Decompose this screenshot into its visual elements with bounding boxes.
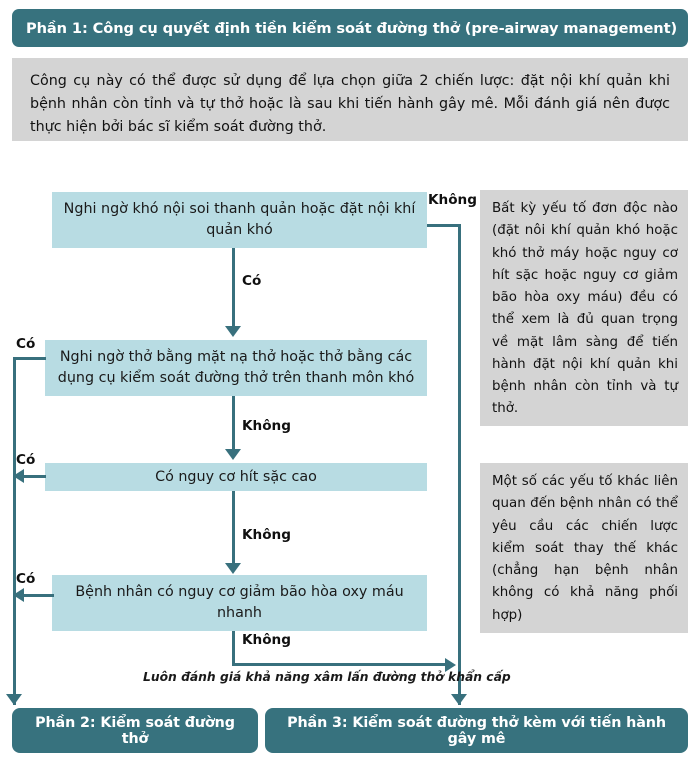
connector-box4-to-right-rail: [232, 663, 447, 666]
footer-bar-label: Phần 2: Kiểm soát đường thở: [35, 714, 235, 747]
arrowhead-box1-to-box2: [225, 326, 241, 337]
arrowhead-box3-to-box4: [225, 563, 241, 574]
flowchart-footnote: Luôn đánh giá khả năng xâm lấn đường thở khẩn cấp: [143, 670, 511, 684]
connector-box2-to-left-rail: [13, 357, 46, 360]
connector-box3-to-left-rail: [22, 475, 46, 478]
edge-label-co-box2: Có: [16, 336, 36, 352]
arrowhead-box4-to-left-rail: [13, 588, 24, 602]
decision-box-label: Bệnh nhân có nguy cơ giảm bão hòa oxy máu nhanh: [75, 584, 404, 621]
connector-box1-to-box2: [232, 248, 235, 326]
decision-box-aspiration-risk: [45, 463, 427, 491]
arrowhead-box2-to-box3: [225, 449, 241, 460]
note-panel-other-factors: [480, 463, 688, 633]
edge-label-co-box3: Có: [16, 452, 36, 468]
arrowhead-left-rail-to-part2: [6, 694, 22, 705]
decision-box-difficult-mask-ventilation: [45, 340, 427, 396]
section-link-part2[interactable]: [12, 708, 258, 753]
decision-box-label: Nghi ngờ khó nội soi thanh quản hoặc đặt nội khí quản khó: [63, 201, 416, 238]
connector-box2-to-box3: [232, 396, 235, 449]
connector-box4-down: [232, 631, 235, 666]
decision-box-rapid-desaturation: [52, 575, 427, 631]
edge-label-khong-box1: Không: [428, 192, 477, 208]
intro-text: Công cụ này có thể được sử dụng để lựa chọn giữa 2 chiến lược: đặt nội khí quản khi bệnh nhân còn tỉnh và tự thở hoặc là sau khi tiến hành gây mê. Mỗi đánh giá nên được thực hiện bởi bác sĩ kiểm soát đường thở.: [30, 73, 670, 136]
edge-label-co-box1: Có: [242, 273, 262, 289]
section-header-part1: [12, 9, 688, 47]
decision-box-difficult-laryngoscopy: [52, 192, 427, 248]
page-title: Phần 1: Công cụ quyết định tiền kiểm soát đường thở (pre-airway management): [26, 19, 678, 37]
arrowhead-right-rail-to-part3: [451, 694, 467, 705]
arrowhead-box3-to-left-rail: [13, 469, 24, 483]
left-rail-vertical: [13, 357, 16, 705]
edge-label-khong-box4: Không: [242, 632, 291, 648]
footer-bar-label: Phần 3: Kiểm soát đường thở kèm với tiến hành gây mê: [287, 714, 666, 747]
intro-description-panel: [12, 58, 688, 141]
right-rail-vertical: [458, 224, 461, 705]
connector-box1-to-right-rail: [427, 224, 461, 227]
edge-label-co-box4: Có: [16, 571, 36, 587]
note-panel-text: Một số các yếu tố khác liên quan đến bệnh nhân có thể yêu cầu các chiến lược kiểm soát thay thế khác (chẳng hạn bệnh nhân không có khả năng phối hợp): [492, 474, 678, 623]
section-link-part3[interactable]: [265, 708, 688, 753]
decision-box-label: Nghi ngờ thở bằng mặt nạ thở hoặc thở bằng các dụng cụ kiểm soát đường thở trên thanh môn khó: [57, 349, 415, 386]
connector-box4-to-left-rail: [22, 594, 54, 597]
connector-box3-to-box4: [232, 491, 235, 563]
edge-label-khong-box2: Không: [242, 418, 291, 434]
note-panel-single-factor: [480, 190, 688, 426]
edge-label-khong-box3: Không: [242, 527, 291, 543]
decision-box-label: Có nguy cơ hít sặc cao: [155, 468, 317, 485]
note-panel-text: Bất kỳ yếu tố đơn độc nào (đặt nôi khí quản khó hoặc khó thở máy hoặc nguy cơ hít sặc hoặc nguy cơ giảm bão hòa oxy máu) đều có thể xem là đủ quan trọng về mặt lâm sàng để tiến hành đặt nội khí quản khi bệnh nhân còn tỉnh và tự thở.: [492, 201, 678, 417]
